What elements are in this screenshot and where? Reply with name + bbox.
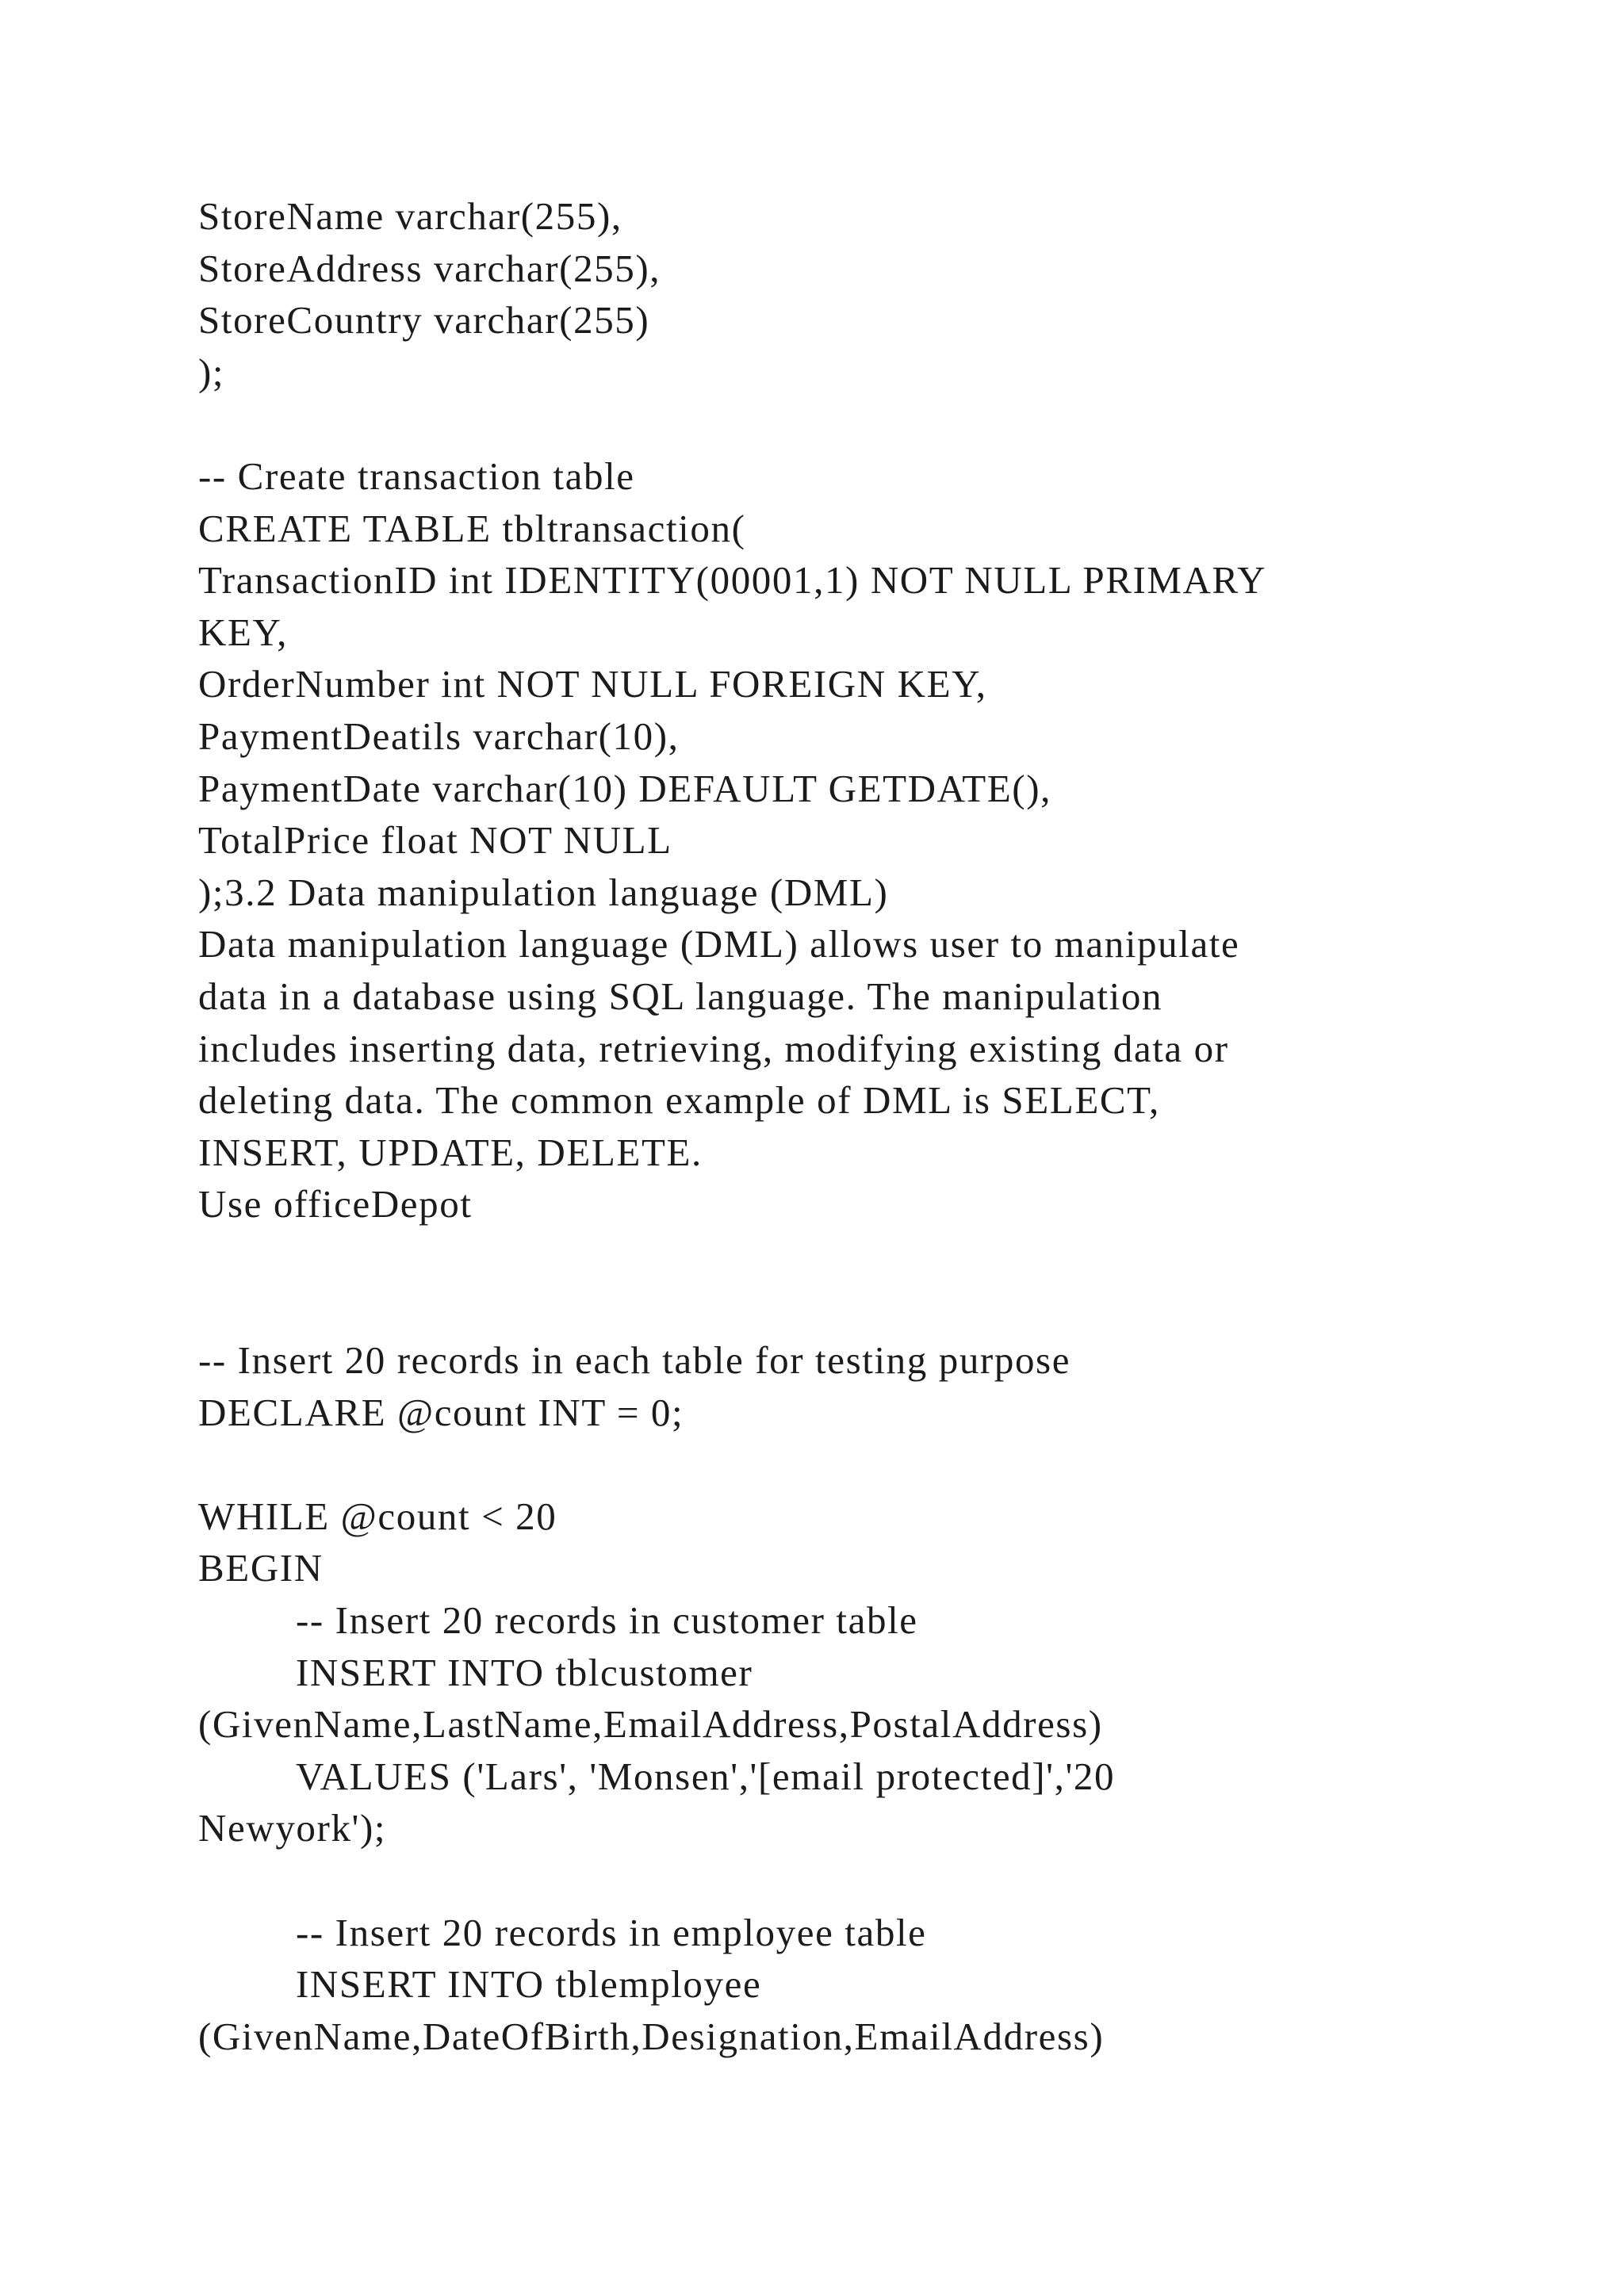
text-line: -- Create transaction table [198, 453, 635, 498]
text-line: deleting data. The common example of DML is SELECT, [198, 1078, 1160, 1123]
text-line: CREATE TABLE tbltransaction( [198, 506, 746, 550]
text-line: -- Insert 20 records in each table for testing purpose [198, 1338, 1071, 1383]
text-line: StoreName varchar(255), [198, 194, 622, 238]
text-line: Use officeDepot [198, 1182, 473, 1226]
blank-line [198, 1438, 1546, 1490]
text-line: PaymentDate varchar(10) DEFAULT GETDATE(), [198, 766, 1051, 810]
text-line: -- Insert 20 records in customer table [296, 1598, 918, 1643]
text-line: INSERT INTO tblcustomer [296, 1650, 753, 1694]
text-line: INSERT, UPDATE, DELETE. [198, 1130, 703, 1174]
text-line: (GivenName,LastName,EmailAddress,PostalAddress) [198, 1702, 1103, 1747]
text-line: TotalPrice float NOT NULL [198, 818, 672, 863]
blank-line [198, 1854, 1546, 1907]
document-text [198, 190, 1546, 2062]
text-line: OrderNumber int NOT NULL FOREIGN KEY, [198, 662, 987, 706]
blank-line [198, 398, 1546, 450]
text-line: TransactionID int IDENTITY(00001,1) NOT NULL PRIMARY [198, 558, 1267, 603]
text-line: StoreAddress varchar(255), [198, 246, 661, 290]
text-line: StoreCountry varchar(255) [198, 298, 650, 342]
text-line: );3.2 Data manipulation language (DML) [198, 870, 889, 914]
text-line: (GivenName,DateOfBirth,Designation,EmailAddress) [198, 2014, 1105, 2058]
text-line: VALUES ('Lars', 'Monsen','[email protected]','20 [296, 1754, 1116, 1798]
text-line: INSERT INTO tblemployee [296, 1962, 762, 2007]
text-line: BEGIN [198, 1546, 324, 1590]
text-line: data in a database using SQL language. The manipulation [198, 974, 1163, 1018]
text-line: includes inserting data, retrieving, modifying existing data or [198, 1026, 1229, 1070]
text-line: PaymentDeatils varchar(10), [198, 714, 680, 758]
text-line: Newyork'); [198, 1806, 387, 1850]
text-line: DECLARE @count INT = 0; [198, 1390, 684, 1434]
text-line: Data manipulation language (DML) allows user to manipulate [198, 922, 1240, 966]
blank-line [198, 1230, 1546, 1283]
text-line: ); [198, 350, 225, 394]
text-line: KEY, [198, 610, 289, 654]
text-line: WHILE @count < 20 [198, 1494, 557, 1538]
text-line: -- Insert 20 records in employee table [296, 1910, 927, 1954]
blank-line [198, 1282, 1546, 1334]
